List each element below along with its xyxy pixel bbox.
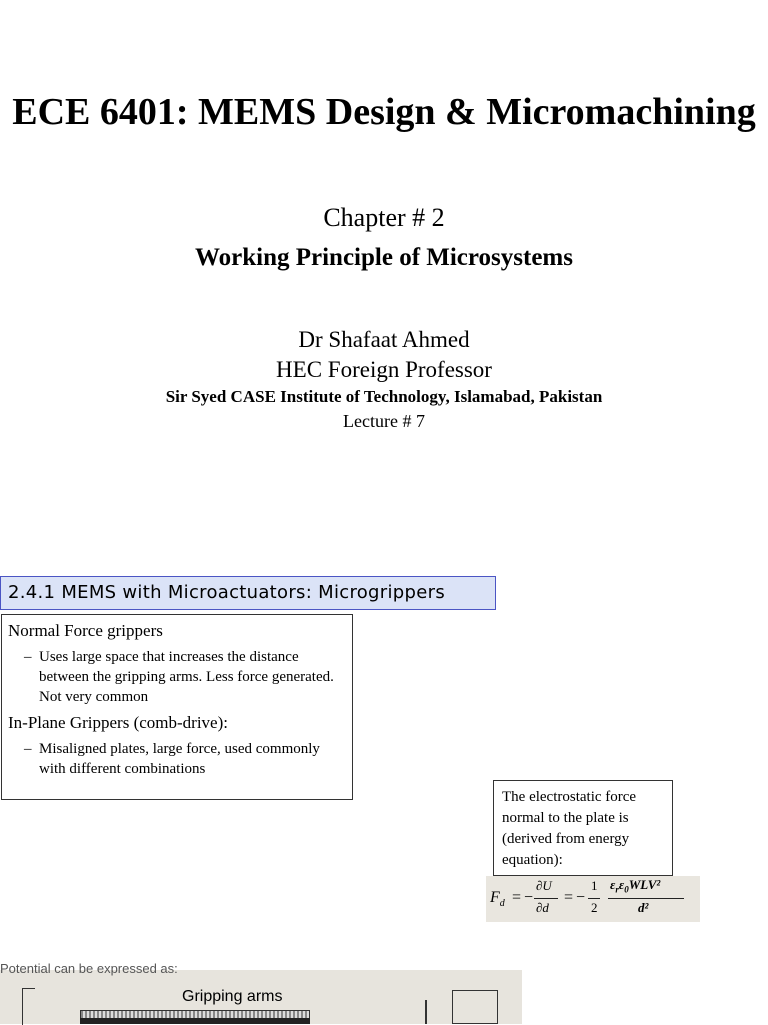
formula-minus: − xyxy=(524,889,534,906)
in-plane-heading: In-Plane Grippers (comb-drive): xyxy=(8,713,228,732)
author-position: HEC Foreign Professor xyxy=(276,357,492,382)
course-title: ECE 6401: MEMS Design & Micromachining xyxy=(12,91,756,133)
fraction-line xyxy=(588,898,600,899)
diagram-right-block xyxy=(452,990,498,1024)
bullet-dash: – xyxy=(24,649,32,665)
author-name: Dr Shafaat Ahmed xyxy=(298,327,470,352)
bullet-dash: – xyxy=(24,741,32,757)
in-plane-bullet xyxy=(24,739,348,779)
institute-name: Sir Syed CASE Institute of Technology, Islamabad, Pakistan xyxy=(165,387,603,406)
formula-equals: = xyxy=(564,889,574,906)
lecture-number: Lecture # 7 xyxy=(343,411,425,431)
formula-denominator: d² xyxy=(638,900,649,915)
electrostatic-force-note: The electrostatic force normal to the plate is (derived from energy equation): xyxy=(493,780,673,876)
formula-numerator: $\varepsilon_r\varepsilon_0WLV^2$ xyxy=(610,877,661,895)
normal-force-heading: Normal Force grippers xyxy=(8,621,163,640)
formula-minus: − xyxy=(576,889,586,906)
force-formula xyxy=(486,876,700,922)
formula-den-two: 2 xyxy=(591,900,598,915)
gripping-arms-label: Gripping arms xyxy=(182,988,283,1005)
formula-equals: = xyxy=(512,889,522,906)
formula-num-one: 1 xyxy=(591,878,598,893)
gripping-arm-base xyxy=(80,1018,310,1024)
gripper-types-box xyxy=(1,614,353,800)
fraction-line xyxy=(608,898,684,899)
diagram-partial-text: Potential can be expressed as: xyxy=(0,962,178,976)
normal-force-bullet-text: Uses large space that increases the distance between the gripping arms. Less force generated. Not very common xyxy=(39,649,334,705)
formula-lhs: $F_d$ xyxy=(490,889,505,910)
normal-force-bullet xyxy=(24,647,348,707)
section-title: 2.4.1 MEMS with Microactuators: Microgrippers xyxy=(8,582,445,603)
fraction-line xyxy=(534,898,558,899)
diagram-left-frame xyxy=(22,988,35,1025)
in-plane-bullet-text: Misaligned plates, large force, used commonly with different combinations xyxy=(39,741,320,777)
diagram-post xyxy=(425,1000,427,1024)
chapter-number: Chapter # 2 xyxy=(323,203,445,232)
formula-den-dd: ∂d xyxy=(536,900,549,915)
chapter-subtitle: Working Principle of Microsystems xyxy=(195,244,573,271)
formula-num-du: ∂U xyxy=(536,878,552,893)
